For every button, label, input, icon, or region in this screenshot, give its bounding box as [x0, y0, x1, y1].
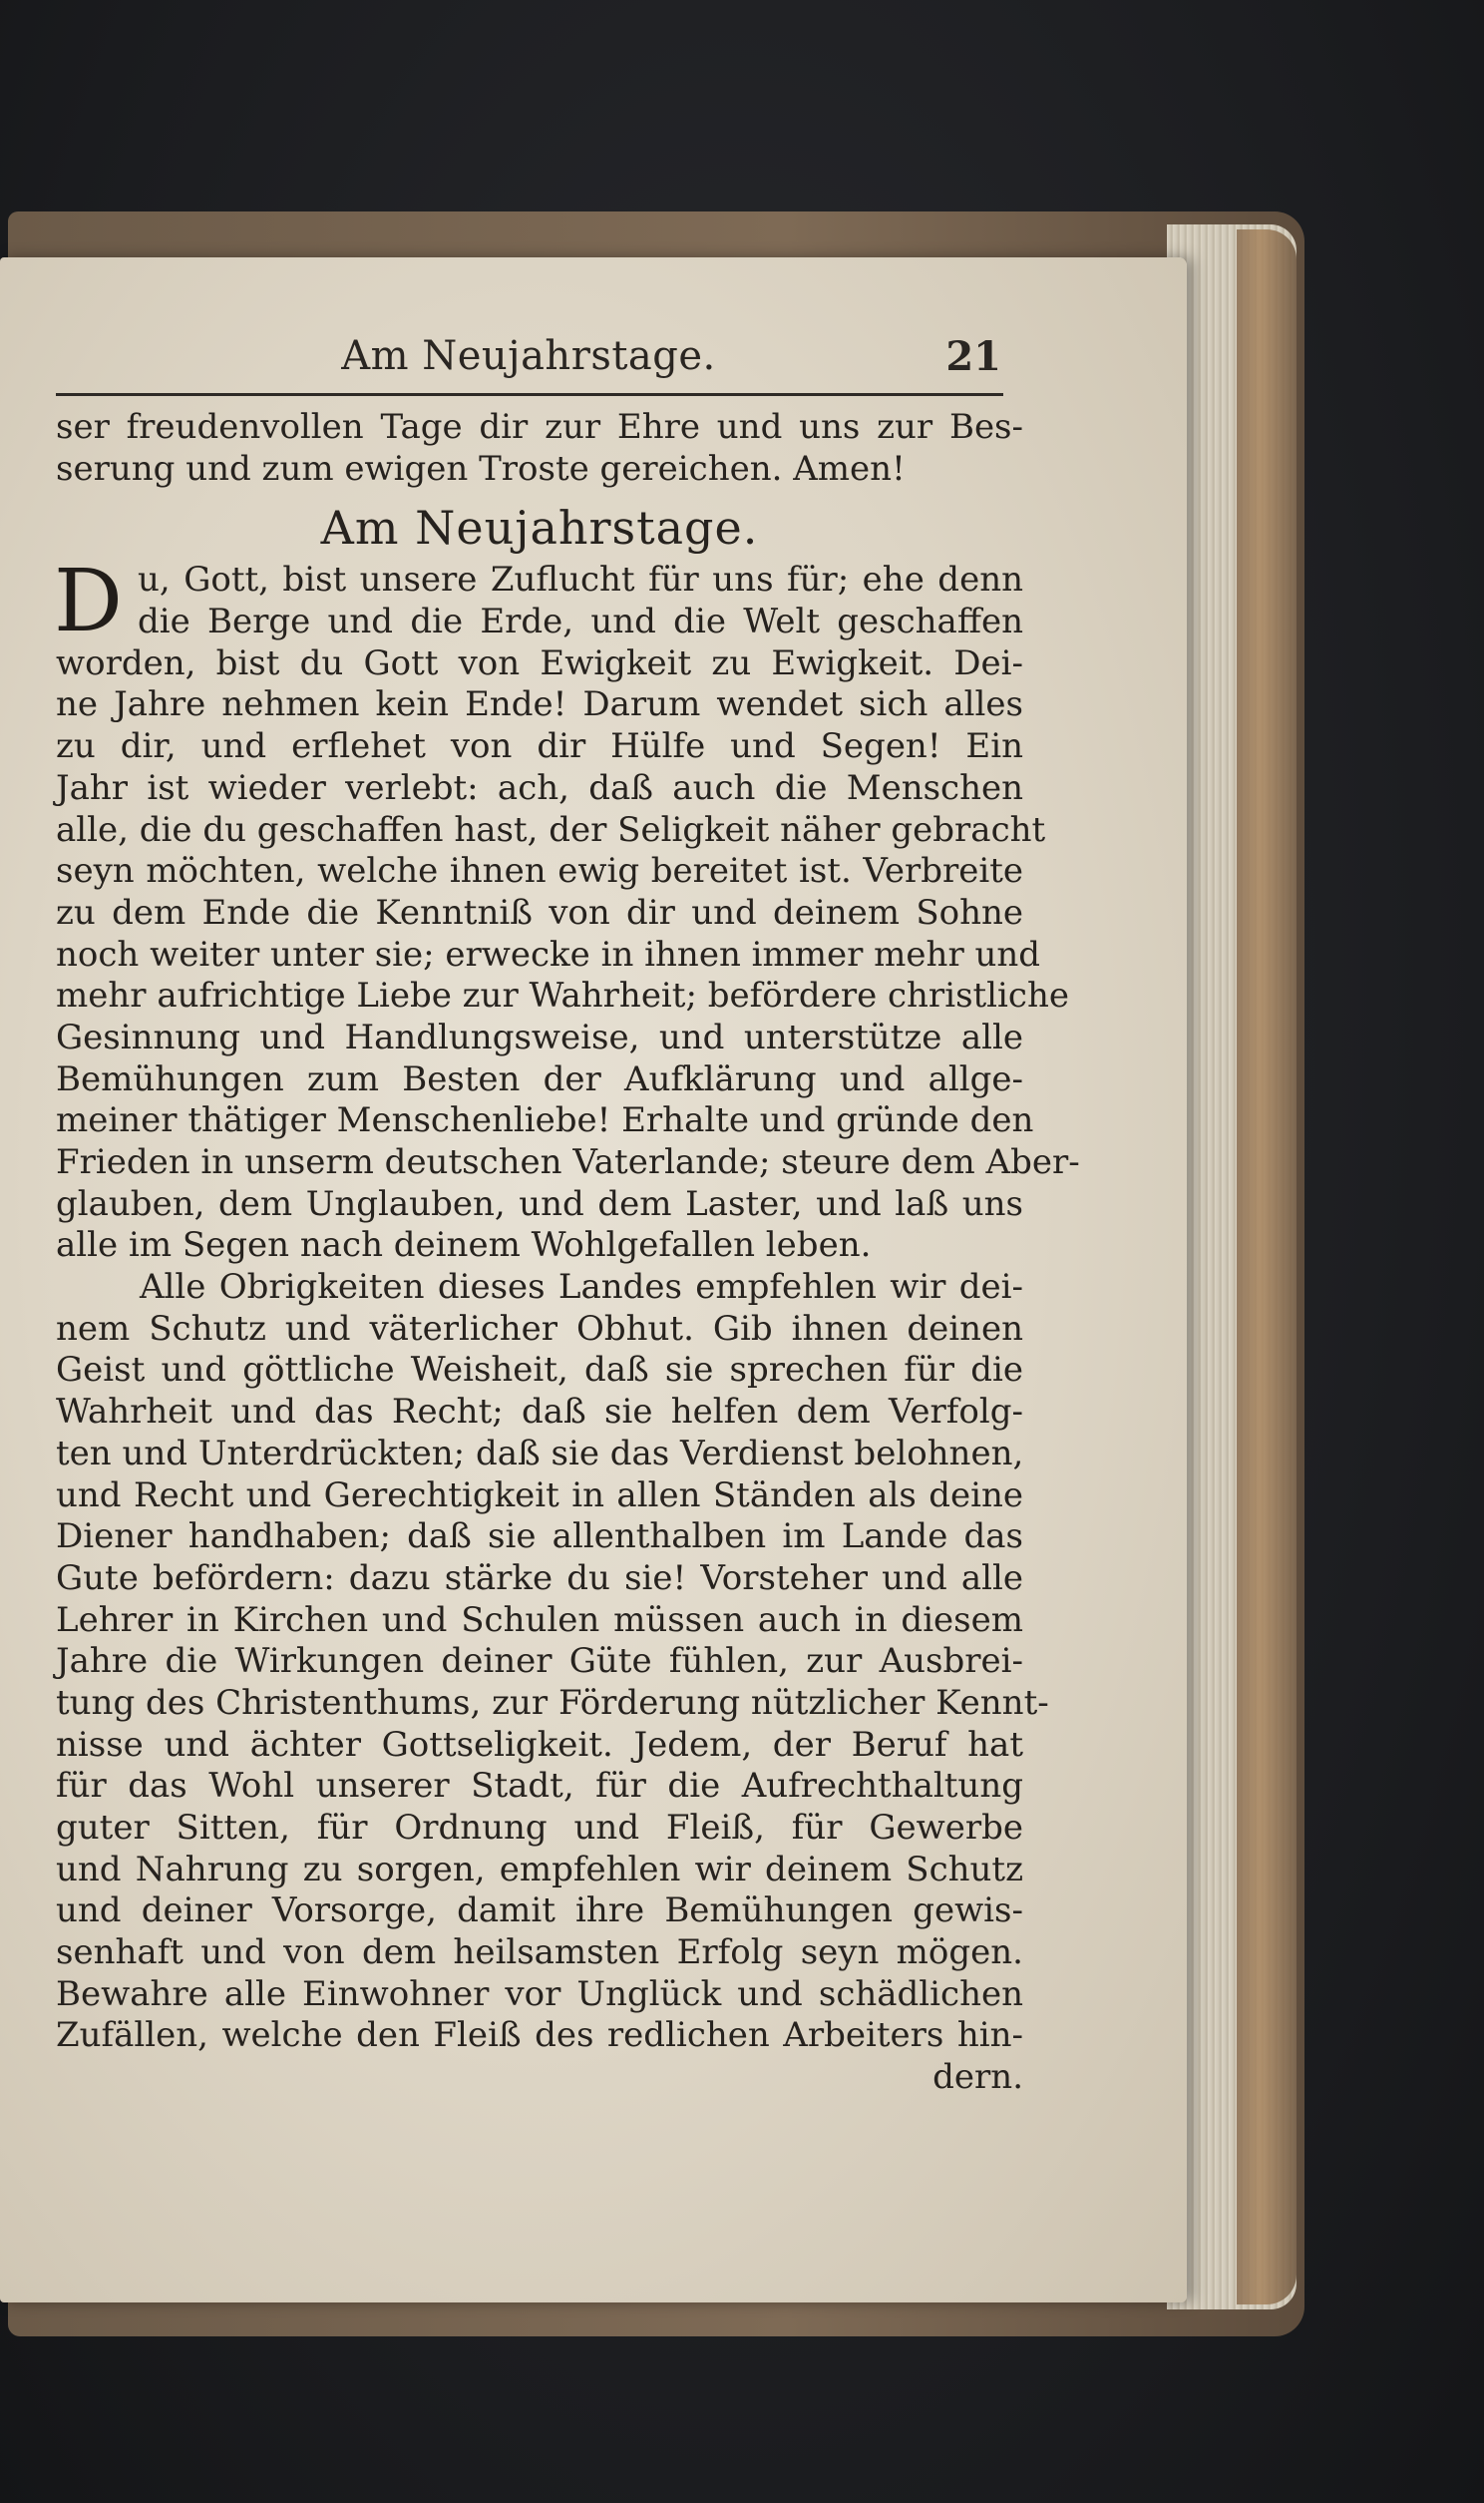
text-line: u, Gott, bist unsere Zuflucht für uns für; ehe denn: [138, 560, 1023, 601]
text-line: Wahrheit und das Recht; daß sie helfen dem Verfolg-: [56, 1392, 1023, 1433]
section-heading: Am Neujahrstage.: [320, 501, 759, 556]
text-line: zu dem Ende die Kenntniß von dir und deinem Sohne: [56, 892, 1023, 933]
text-line: ne Jahre nehmen kein Ende! Darum wendet sich alles: [56, 684, 1023, 725]
text-line: Zufällen, welche den Fleiß des redlichen Arbeiters hin-: [56, 2015, 1023, 2056]
text-line: nem Schutz und väterlicher Obhut. Gib ihnen deinen: [56, 1308, 1023, 1349]
text-line: serung und zum ewigen Troste gereichen. Amen!: [56, 448, 906, 489]
text-line: glauben, dem Unglauben, und dem Laster, und laß uns: [56, 1183, 1023, 1224]
text-line: guter Sitten, für Ordnung und Fleiß, für Gewerbe: [56, 1808, 1023, 1848]
text-line: Diener handhaben; daß sie allenthalben im Lande das: [56, 1516, 1023, 1557]
text-line: die Berge und die Erde, und die Welt geschaffen: [138, 602, 1023, 642]
text-line: und Nahrung zu sorgen, empfehlen wir deinem Schutz: [56, 1849, 1023, 1889]
text-line: Gesinnung und Handlungsweise, und unterstütze alle: [56, 1017, 1023, 1057]
text-line: worden, bist du Gott von Ewigkeit zu Ewigkeit. Dei-: [56, 642, 1023, 683]
text-line: noch weiter unter sie; erwecke in ihnen immer mehr und: [56, 934, 1041, 975]
text-line: für das Wohl unserer Stadt, für die Aufrechthaltung: [56, 1766, 1023, 1807]
body-text: [54, 407, 1080, 2099]
text-line: und Recht und Gerechtigkeit in allen Ständen als deine: [56, 1474, 1023, 1515]
text-line: Jahr ist wieder verlebt: ach, daß auch die Menschen: [56, 767, 1023, 808]
page-header: [56, 333, 1001, 389]
opening-paragraph: [54, 552, 1023, 652]
text-line: Lehrer in Kirchen und Schulen müssen auch in diesem: [56, 1599, 1023, 1640]
text-line: Gute befördern: dazu stärke du sie! Vorsteher und alle: [56, 1557, 1023, 1598]
text-line: ten und Unterdrückten; daß sie das Verdienst belohnen,: [56, 1433, 1024, 1473]
cover-edge: [1237, 229, 1297, 2304]
text-line: alle im Segen nach deinem Wohlgefallen leben.: [56, 1225, 872, 1266]
text-line: nisse und ächter Gottseligkeit. Jedem, der Beruf hat: [56, 1724, 1023, 1765]
text-line: Frieden in unserm deutschen Vaterlande; steure dem Aber-: [56, 1142, 1080, 1182]
text-line: Alle Obrigkeiten dieses Landes empfehlen wir dei-: [140, 1267, 1023, 1308]
text-line: tung des Christenthums, zur Förderung nützlicher Kennt-: [56, 1682, 1049, 1723]
text-line: senhaft und von dem heilsamsten Erfolg seyn mögen.: [56, 1932, 1023, 1973]
text-line: zu dir, und erflehet von dir Hülfe und Segen! Ein: [56, 726, 1023, 767]
text-line: alle, die du geschaffen hast, der Seligkeit näher gebracht: [56, 809, 1046, 850]
text-line: Jahre die Wirkungen deiner Güte fühlen, zur Ausbrei-: [56, 1641, 1023, 1682]
drop-cap: D: [54, 552, 123, 652]
text-line: Bemühungen zum Besten der Aufklärung und allge-: [56, 1058, 1023, 1099]
text-line: ser freudenvollen Tage dir zur Ehre und uns zur Bes-: [56, 407, 1023, 447]
header-rule: [56, 393, 1003, 396]
text-line: meiner thätiger Menschenliebe! Erhalte und gründe den: [56, 1100, 1034, 1141]
text-line: und deiner Vorsorge, damit ihre Bemühungen gewis-: [56, 1890, 1023, 1931]
page-number: 21: [945, 333, 1001, 380]
text-line: dern.: [932, 2057, 1023, 2098]
text-line: Geist und göttliche Weisheit, daß sie sprechen für die: [56, 1350, 1023, 1391]
running-title: Am Neujahrstage.: [341, 333, 716, 379]
text-line: Bewahre alle Einwohner vor Unglück und schädlichen: [56, 1973, 1023, 2014]
text-line: mehr aufrichtige Liebe zur Wahrheit; befördere christliche: [56, 976, 1069, 1017]
text-line: seyn möchten, welche ihnen ewig bereitet ist. Verbreite: [56, 851, 1023, 892]
